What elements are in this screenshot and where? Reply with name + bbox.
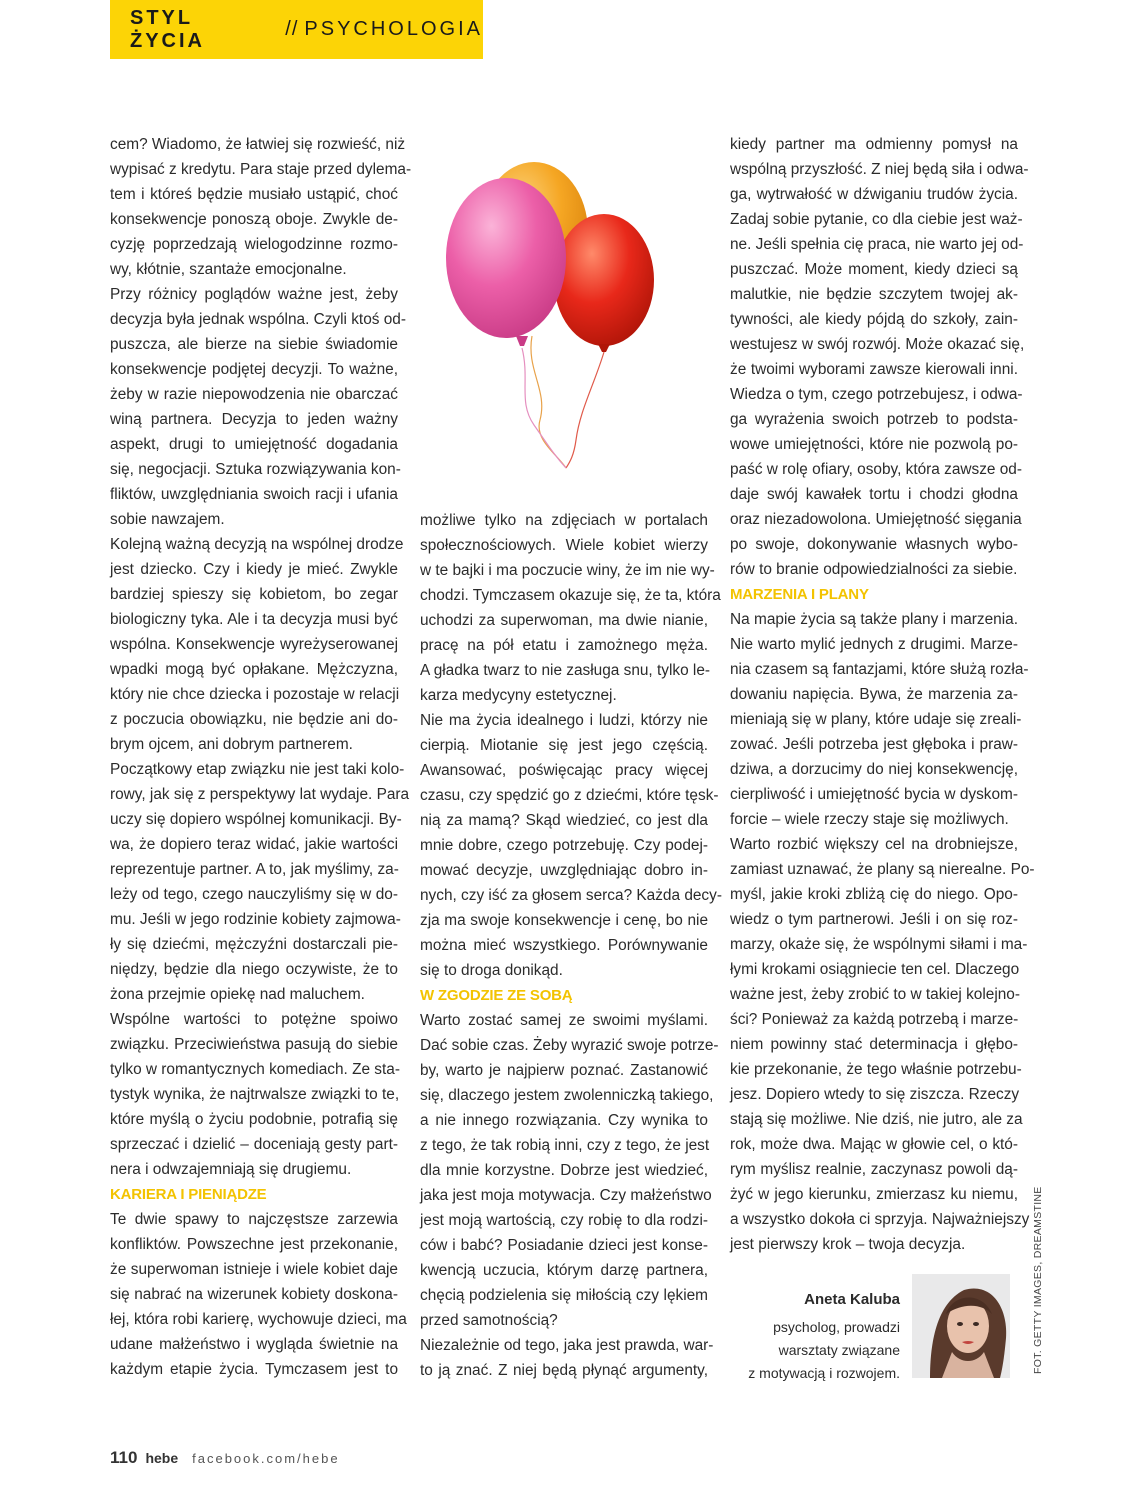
author-bio-line: psycholog, prowadzi xyxy=(773,1319,900,1335)
author-bio-line: warsztaty związane xyxy=(778,1342,900,1358)
text-line: uczy się dopiero wspólnej komunikacji. By- xyxy=(110,811,402,828)
text-line: mieniają się w plany, które udaje się zreali- xyxy=(730,711,1022,728)
text-line: że superwoman istnieje i wiele kobiet daje xyxy=(110,1261,398,1278)
text-line: udane małżeństwo i wygląda świetnie na xyxy=(110,1336,398,1353)
text-line: Wspólne wartości to potężne spoiwo xyxy=(110,1011,398,1028)
text-line: wspólna. Konsekwencje wyreżyserowanej xyxy=(110,636,398,653)
page-number: 110 xyxy=(110,1448,138,1467)
text-line: wypisać z kredytu. Para staje przed dylema- xyxy=(110,161,412,178)
section-separator: // xyxy=(285,18,299,40)
text-line: ga, wytrwałość w dźwiganiu trudów życia. xyxy=(730,186,1018,203)
text-line: ważne jest, żeby zrobić to w takiej kolejno- xyxy=(730,986,1020,1003)
text-line: żyć w jego kierunku, zmierzasz ku niemu, xyxy=(730,1186,1018,1203)
text-line: Nie ma życia idealnego i ludzi, którzy nie xyxy=(420,712,708,729)
text-line: Warto rozbić większy cel na drobniejsze, xyxy=(730,836,1018,853)
text-line: brym ojcem, ani dobrym partnerem. xyxy=(110,736,353,753)
text-line: jesz. Dopiero wtedy to się ziszcza. Rzeczy xyxy=(730,1086,1020,1103)
text-line: z poczucia obowiązku, nie będzie ani do- xyxy=(110,711,398,728)
article-column-3 xyxy=(730,132,1035,1257)
text-line: decyzja była jednak wspólna. Czyli ktoś od- xyxy=(110,311,406,328)
text-line: które myślą o życiu podobnie, potrafią się xyxy=(110,1111,398,1128)
text-line: jest moją wartością, czy robię to dla rodzi- xyxy=(420,1212,708,1229)
author-name: Aneta Kaluba xyxy=(804,1291,900,1308)
text-line: że twoimi wyborami zawsze kierowali inni. xyxy=(730,361,1018,378)
section-title: STYL ŻYCIA xyxy=(130,6,205,52)
orange-balloon-string xyxy=(531,336,566,468)
text-line: kwencją uczucia, którym darzę partnera, xyxy=(420,1262,708,1279)
text-line: westujesz w swój rozwój. Może okazać się, xyxy=(730,336,1025,353)
text-line: jaka jest moja motywacja. Czy małżeństwo xyxy=(420,1187,712,1204)
text-line: zja ma swoje konsekwencje i cenę, bo nie xyxy=(420,912,708,929)
text-line: się, negocjacji. Sztuka rozwiązywania kon- xyxy=(110,461,401,478)
text-line: oraz niezadowolona. Umiejętność sięgania xyxy=(730,511,1022,528)
text-line: A gładka twarz to nie zasługa snu, tylko le- xyxy=(420,662,711,679)
balloons-illustration xyxy=(430,140,700,480)
text-line: mować decyzje, uwzględniając dobro in- xyxy=(420,862,708,879)
text-line: Awansować, poświęcając pracy więcej xyxy=(420,762,708,779)
section-heading: KARIERA I PIENIĄDZE xyxy=(110,1186,267,1203)
text-line: stają się możliwe. Nie dziś, nie jutro, ale za xyxy=(730,1111,1023,1128)
text-line: nia czasem są fantazjami, które służą rozła- xyxy=(730,661,1029,678)
text-line: niędzy, będzie dla niego oczywiste, że to xyxy=(110,961,398,978)
text-line: kiedy partner ma odmienny pomysł na xyxy=(730,136,1018,153)
text-line: sprzeczać i dzielić – doceniają gesty part- xyxy=(110,1136,398,1153)
section-heading: MARZENIA I PLANY xyxy=(730,586,869,603)
text-line: wspólną przyszłość. Z niej będą siła i odwa- xyxy=(730,161,1029,178)
text-line: cem? Wiadomo, że łatwiej się rozwieść, niż xyxy=(110,136,406,153)
article-column-2 xyxy=(420,508,722,1383)
text-line: bardziej spieszy się kobietom, bo zegar xyxy=(110,586,398,603)
text-line: marzy, okaże się, że wspólnymi siłami i ma- xyxy=(730,936,1028,953)
text-line: wowe umiejętności, które nie pozwolą po- xyxy=(730,436,1018,453)
text-line: sobie nawzajem. xyxy=(110,511,225,528)
text-line: czasu, czy spędzić go z dziećmi, które tęsk- xyxy=(420,787,719,804)
text-line: Dać sobie czas. Żeby wyrazić swoje potrze- xyxy=(420,1037,719,1054)
text-line: w te bajki i ma poczucie winy, że im nie wy- xyxy=(420,562,715,579)
text-line: Warto zostać samej ze swoimi myślami. xyxy=(420,1012,708,1029)
text-line: cyzję poprzedzają wielogodzinne rozmo- xyxy=(110,236,398,253)
text-line: paść w rolę ofiary, osoby, która zawsze od- xyxy=(730,461,1022,478)
text-line: wa, że dopiero teraz widać, jakie wartości xyxy=(110,836,398,853)
text-line: leży od tego, czego nauczyliśmy się w do- xyxy=(110,886,398,903)
text-line: ły się dziećmi, mężczyźni dostarczali pie- xyxy=(110,936,398,953)
text-line: puszczać. Może moment, kiedy dzieci są xyxy=(730,261,1018,278)
text-line: konsekwencje podjętej decyzji. To ważne, xyxy=(110,361,398,378)
text-line: który nie chce dziecka i pozostaje w relacji xyxy=(110,686,400,703)
section-banner xyxy=(110,0,483,59)
text-line: rym myślisz realnie, zaczynasz powoli dą- xyxy=(730,1161,1018,1178)
text-line: się nabrać na wizerunek kobiety doskona- xyxy=(110,1286,398,1303)
text-line: ga wyrażenia swoich potrzeb to podsta- xyxy=(730,411,1018,428)
text-line: wy, kłótnie, szantaże emocjonalne. xyxy=(110,261,347,278)
text-line: aspekt, drugi to umiejętność dogadania xyxy=(110,436,398,453)
text-line: myśl, jakie kroki zbliżą cię do niego. Opo- xyxy=(730,886,1018,903)
text-line: jest dziecko. Czy i kiedy je mieć. Zwykle xyxy=(110,561,398,578)
text-line: nych, czy iść za głosem serca? Każda decy- xyxy=(420,887,722,904)
text-line: chodzi. Tymczasem okazuje się, że ta, która xyxy=(420,587,721,604)
text-line: rowy, jak się z perspektywy lat wydaje. Para xyxy=(110,786,410,803)
text-line: tylko w romantycznych komediach. Ze sta- xyxy=(110,1061,400,1078)
text-line: żona przejmie opiekę nad maluchem. xyxy=(110,986,365,1003)
text-line: żeby w razie niepowodzenia nie obarczać xyxy=(110,386,398,403)
text-line: zamiast uznawać, że plany są nierealne. Po- xyxy=(730,861,1035,878)
pink-balloon-string xyxy=(522,348,566,468)
text-line: mu. Jeśli w jego rodzinie kobiety zajmowa- xyxy=(110,911,401,928)
text-line: Początkowy etap związku nie jest taki kolo- xyxy=(110,761,405,778)
author-photo xyxy=(912,1274,1010,1378)
text-line: Kolejną ważną decyzją na wspólnej drodze xyxy=(110,536,404,553)
text-line: ne. Jeśli spełnia cię praca, nie warto jej od- xyxy=(730,236,1024,253)
text-line: dla mnie korzystne. Dobrze jest wiedzieć, xyxy=(420,1162,708,1179)
text-line: Przy różnicy poglądów ważne jest, żeby xyxy=(110,286,398,303)
pink-balloon xyxy=(446,178,566,346)
text-line: ści? Ponieważ za każdą potrzebą i marze- xyxy=(730,1011,1019,1028)
author-block xyxy=(720,1288,900,1385)
text-line: a nie innego rozwiązania. Czy wynika to xyxy=(420,1112,708,1129)
text-line: puszcza, ale bierze na siebie świadomie xyxy=(110,336,398,353)
text-line: tystyk wynika, że najtrwalsze związki to te, xyxy=(110,1086,400,1103)
text-line: łej, która robi karierę, wychowuje dzieci, ma xyxy=(110,1311,407,1328)
text-line: tywności, ale kiedy pójdą do szkoły, zain- xyxy=(730,311,1018,328)
text-line: rów to branie odpowiedzialności za siebie. xyxy=(730,561,1018,578)
section-heading: W ZGODZIE ZE SOBĄ xyxy=(420,987,573,1004)
text-line: mnie dobre, czego potrzebuję. Czy podej- xyxy=(420,837,708,854)
text-line: winą partnera. Decyzja to jeden ważny xyxy=(110,411,398,428)
text-line: uchodzi za superwoman, ma dwie nianie, xyxy=(420,612,708,629)
text-line: każdym etapie życia. Tymczasem jest to xyxy=(110,1361,398,1378)
text-line: kie przekonanie, że tego właśnie potrzebu- xyxy=(730,1061,1022,1078)
text-line: ców i babć? Posiadanie dzieci jest konse- xyxy=(420,1237,708,1254)
text-line: cierpią. Miotanie się jest jego częścią. xyxy=(420,737,708,754)
text-line: możliwe tylko na zdjęciach w portalach xyxy=(420,512,708,529)
text-line: konsekwencje ponoszą oboje. Zwykle de- xyxy=(110,211,398,228)
text-line: Wiedza o tym, czego potrzebujesz, i odwa- xyxy=(730,386,1023,403)
text-line: się, dlaczego jestem zwolenniczką takiego, xyxy=(420,1087,714,1104)
article-column-1 xyxy=(110,132,412,1382)
text-line: nią za mamą? Skąd wiedzieć, co jest dla xyxy=(420,812,708,829)
text-line: wpadki mogą być opłakane. Mężczyzna, xyxy=(110,661,398,678)
text-line: reprezentuje partner. A to, jak myślimy, za- xyxy=(110,861,399,878)
text-line: niem powinny stać determinacja i głębo- xyxy=(730,1036,1018,1053)
red-balloon xyxy=(554,214,654,352)
text-line: a wszystko dokoła ci sprzyja. Najważniejszy xyxy=(730,1211,1030,1228)
text-line: można mieć wszystkiego. Porównywanie xyxy=(420,937,708,954)
text-line: dowaniu napięcia. Bywa, że marzenia za- xyxy=(730,686,1018,703)
text-line: przed samotnością? xyxy=(420,1312,558,1329)
red-balloon-string xyxy=(566,352,604,468)
text-line: społecznościowych. Wiele kobiet wierzy xyxy=(420,537,708,554)
text-line: pracę na pół etatu i zamożnego męża. xyxy=(420,637,708,654)
text-line: zować. Jeśli potrzeba jest głęboka i praw- xyxy=(730,736,1018,753)
text-line: Te dwie spawy to najczęstsze zarzewia xyxy=(110,1211,398,1228)
facebook-link[interactable]: facebook.com/hebe xyxy=(192,1451,340,1466)
text-line: łymi krokami osiągniecie ten cel. Dlaczego xyxy=(730,961,1020,978)
page-footer xyxy=(110,1448,340,1468)
text-line: jest pierwszy krok – twoja decyzja. xyxy=(730,1236,966,1253)
author-bio-line: z motywacją i rozwojem. xyxy=(748,1365,900,1381)
text-line: nera i odwzajemniają się drugiemu. xyxy=(110,1161,352,1178)
section-subtitle: PSYCHOLOGIA xyxy=(304,18,483,40)
text-line: fliktów, uwzględniania swoich racji i ufania xyxy=(110,486,398,503)
text-line: Zadaj sobie pytanie, co dla ciebie jest waż- xyxy=(730,211,1023,228)
text-line: to ją znać. Z niej będą płynąć argumenty, xyxy=(420,1362,708,1379)
magazine-brand: hebe xyxy=(145,1450,179,1466)
text-line: Nie warto mylić jednych z drugimi. Marze- xyxy=(730,636,1018,653)
text-line: po swoje, dokonywanie własnych wybo- xyxy=(730,536,1018,553)
text-line: malutkie, nie będzie szczytem twojej ak- xyxy=(730,286,1018,303)
text-line: dziwa, a dorzucimy do niej konsekwencję, xyxy=(730,761,1018,778)
text-line: rok, może dwa. Mając w głowie cel, o któ- xyxy=(730,1136,1018,1153)
text-line: karza medycyny estetycznej. xyxy=(420,687,617,704)
text-line: biologiczny tyka. Ale i ta decyzja musi być xyxy=(110,611,398,628)
text-line: forcie – wiele rzeczy staje się możliwych. xyxy=(730,811,1009,828)
photo-credit: FOT. GETTY IMAGES, DREAMSTINE xyxy=(1032,1186,1044,1374)
text-line: wiedz o tym partnerowi. Jeśli i on się roz- xyxy=(730,911,1018,928)
text-line: by, warto je najpierw poznać. Zastanowić xyxy=(420,1062,708,1079)
text-line: chęcią podzielenia się miłością czy lękiem xyxy=(420,1287,708,1304)
text-line: z tego, że tak robią inni, czy z tego, że jest xyxy=(420,1137,710,1154)
text-line: tem i któreś będzie musiało ustąpić, choć xyxy=(110,186,398,203)
text-line: cierpliwość i umiejętność bycia w dyskom- xyxy=(730,786,1018,803)
text-line: związku. Przeciwieństwa pasują do siebie xyxy=(110,1036,398,1053)
text-line: daje swój kawałek tortu i chodzi głodna xyxy=(730,486,1018,503)
text-line: Na mapie życia są także plany i marzenia. xyxy=(730,611,1018,628)
text-line: się to droga donikąd. xyxy=(420,962,563,979)
text-line: konfliktów. Powszechne jest przekonanie, xyxy=(110,1236,398,1253)
text-line: Niezależnie od tego, jaka jest prawda, war- xyxy=(420,1337,714,1354)
